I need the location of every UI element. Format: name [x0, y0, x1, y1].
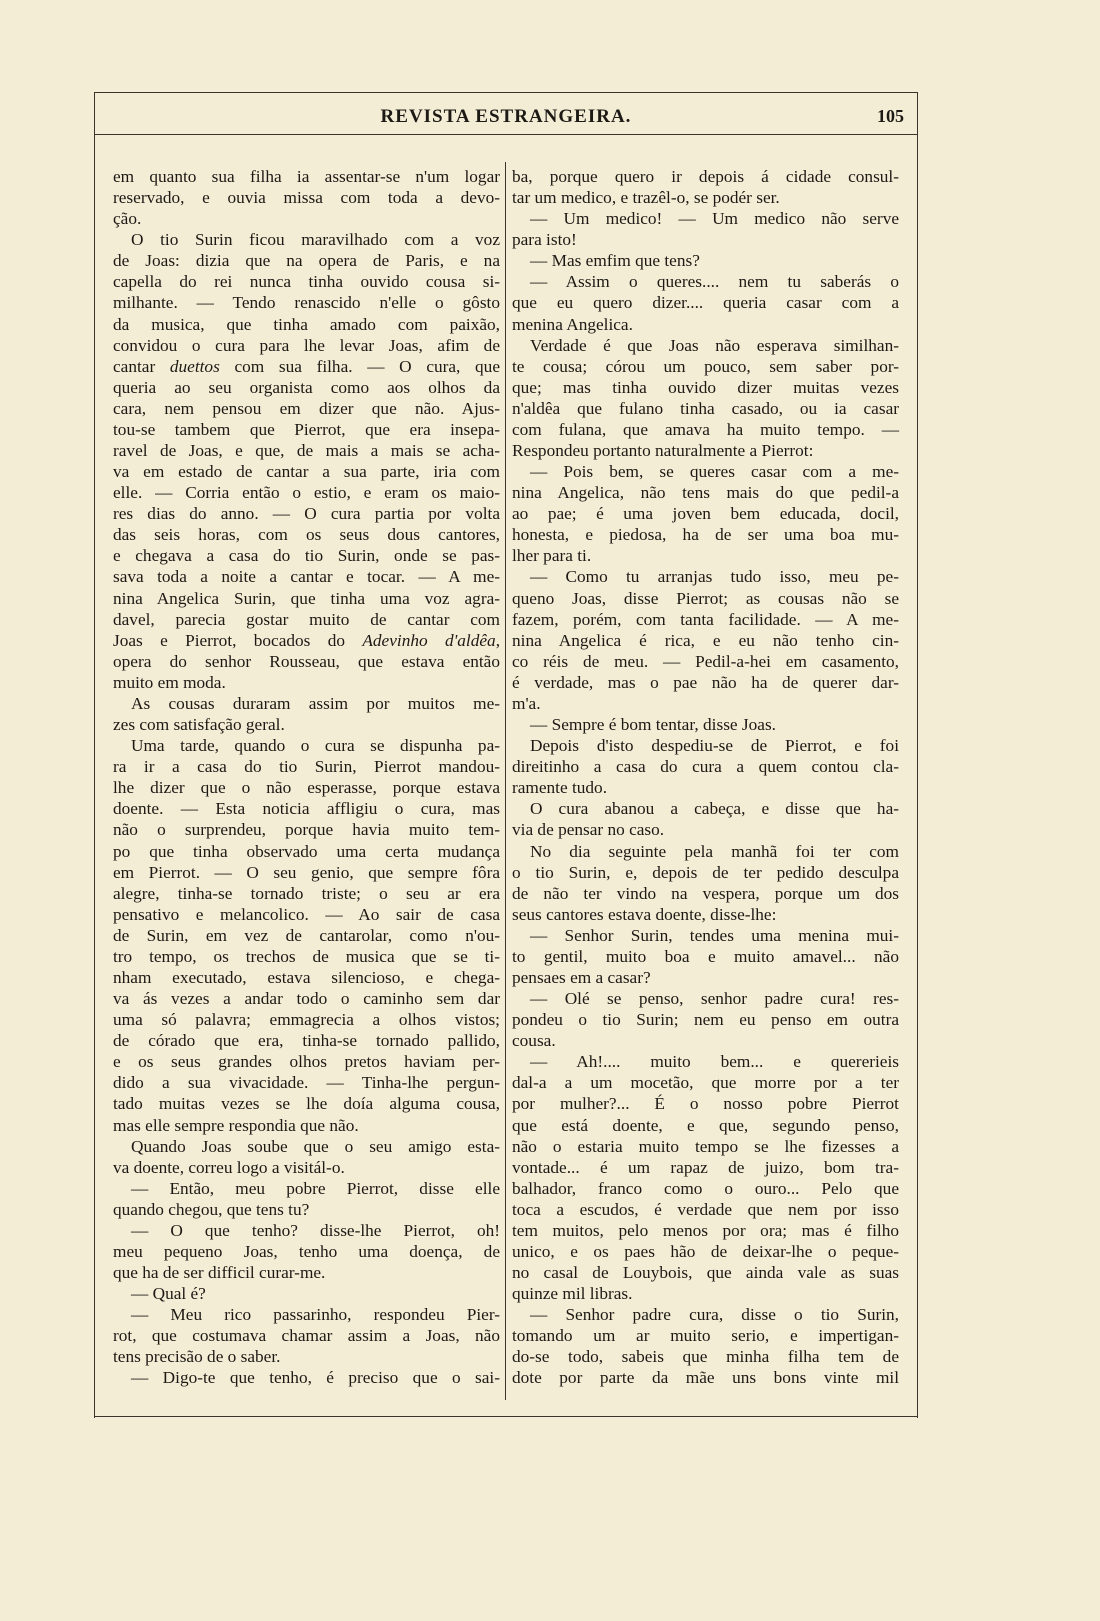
text-line: ção.	[113, 209, 142, 229]
text-line: ravel de Joas, e que, de mais a mais se acha-	[113, 441, 500, 461]
text-line: — Digo-te que tenho, é preciso que o sai-	[131, 1368, 500, 1388]
text-line: dote por parte da mãe uns bons vinte mil	[512, 1368, 899, 1388]
text-line: — Mas emfim que tens?	[530, 251, 700, 271]
text-line: cantar duettos com sua filha. — O cura, que	[113, 356, 500, 376]
text-line: lhe dizer que o não esperasse, porque estava	[113, 778, 500, 798]
text-line: davel, parecia gostar muito de cantar com	[113, 609, 500, 629]
text-line: unico, e os paes hão de deixar-lhe o peque-	[512, 1241, 899, 1261]
text-line: nham executado, estava silencioso, e chega-	[113, 967, 500, 987]
text-line: Depois d'isto despediu-se de Pierrot, e foi	[530, 736, 899, 756]
text-line: cara, nem pensou em dizer que não. Ajus-	[113, 398, 500, 418]
text-line: meu pequeno Joas, tenho uma doença, de	[113, 1241, 500, 1261]
text-line: que; mas tinha ouvido dizer muitas vezes	[512, 377, 899, 397]
text-line: das seis horas, com os seus dous cantores,	[113, 525, 500, 545]
text-line: balhador, franco como o ouro... Pelo que	[512, 1178, 899, 1198]
text-line: No dia seguinte pela manhã foi ter com	[530, 841, 899, 861]
text-line: fazem, porém, com tanta facilidade. — A me-	[512, 609, 899, 629]
text-line: por mulher?... É o nosso pobre Pierrot	[512, 1094, 899, 1114]
text-line: seus cantores estava doente, disse-lhe:	[512, 904, 777, 924]
text-line: reservado, e ouvia missa com toda a devo-	[113, 188, 500, 208]
text-line: dal-a a um mocetão, que morre por a ter	[512, 1073, 899, 1093]
text-line: de não ter vindo na vespera, porque um dos	[512, 883, 899, 903]
text-line: não o estaria muito tempo se lhe fizesses a	[512, 1136, 899, 1156]
text-line: direitinho a casa do cura a quem contou cla-	[512, 757, 899, 777]
text-line: res dias do anno. — O cura partia por volta	[113, 504, 500, 524]
text-line: Joas e Pierrot, bocados do Adevinho d'aldêa,	[113, 630, 501, 650]
text-line: Quando Joas soube que o seu amigo esta-	[131, 1136, 500, 1156]
text-line: — Sempre é bom tentar, disse Joas.	[530, 715, 776, 735]
text-line: e chegava a casa do tio Surin, onde se pas-	[113, 546, 500, 566]
text-line: de Joas: dizia que na opera de Paris, e na	[113, 251, 500, 271]
text-line: O tio Surin ficou maravilhado com a voz	[131, 230, 500, 250]
text-line: va ás vezes a andar todo o caminho sem dar	[113, 989, 500, 1009]
text-line: é verdade, mas o pae não ha de querer dar-	[512, 672, 899, 692]
text-line: opera do senhor Rousseau, que estava então	[113, 651, 500, 671]
text-line: — Como tu arranjas tudo isso, meu pe-	[530, 567, 899, 587]
text-line: que está doente, e que, segundo penso,	[512, 1115, 899, 1135]
column-divider	[505, 162, 506, 1400]
text-line: cousa.	[512, 1031, 556, 1051]
text-line: pensativo e melancolico. — Ao sair de casa	[113, 904, 500, 924]
text-line: quinze mil libras.	[512, 1284, 633, 1304]
text-line: nina Angelica, não tens mais do que pedil-a	[512, 483, 899, 503]
text-line: queno Joas, disse Pierrot; as cousas não se	[512, 588, 899, 608]
text-line: Respondeu portanto naturalmente a Pierrot:	[512, 441, 814, 461]
text-line: ra ir a casa do tio Surin, Pierrot mandou-	[113, 757, 500, 777]
text-line: alegre, tinha-se tornado triste; o seu ar era	[113, 883, 500, 903]
text-line: o tio Surin, e, depois de ter pedido desculpa	[512, 862, 899, 882]
text-line: para isto!	[512, 230, 577, 250]
text-line: tens precisão de o saber.	[113, 1347, 281, 1367]
text-line: — Meu rico passarinho, respondeu Pier-	[131, 1305, 500, 1325]
text-line: mas elle sempre respondia que não.	[113, 1115, 359, 1135]
text-line: zes com satisfação geral.	[113, 715, 285, 735]
text-line: vontade... é um rapaz de juizo, bom tra-	[512, 1157, 899, 1177]
text-line: po que tinha observado uma certa mudança	[113, 841, 500, 861]
right-column	[512, 166, 899, 1389]
text-line: toca a escudos, é verdade que nem por isso	[512, 1199, 899, 1219]
text-line: tou-se tambem que Pierrot, que era insepa-	[113, 419, 500, 439]
text-line: ao pae; é uma joven bem educada, docil,	[512, 504, 899, 524]
text-line: — Ah!.... muito bem... e quererieis	[530, 1052, 899, 1072]
running-title: REVISTA ESTRANGEIRA.	[380, 106, 632, 127]
text-line: que eu quero dizer.... queria casar com a	[512, 293, 899, 313]
text-line: — Assim o queres.... nem tu saberás o	[530, 272, 899, 292]
left-column	[113, 166, 500, 1389]
text-line: doente. — Esta noticia affligiu o cura, mas	[113, 799, 500, 819]
text-line: milhante. — Tendo renascido n'elle o gôsto	[113, 293, 500, 313]
text-line: ramente tudo.	[512, 778, 608, 798]
text-line: no casal de Louybois, que ainda vale as suas	[512, 1263, 899, 1283]
text-line: ba, porque quero ir depois á cidade consul-	[512, 167, 899, 186]
text-line: As cousas duraram assim por muitos me-	[131, 693, 500, 713]
text-line: nina Angelica Surin, que tinha uma voz agra-	[113, 588, 500, 608]
text-line: rot, que costumava chamar assim a Joas, não	[113, 1326, 500, 1346]
text-line: m'a.	[512, 693, 541, 713]
text-line: convidou o cura para lhe levar Joas, afim de	[113, 335, 500, 355]
text-line: sava toda a noite a cantar e tocar. — A me-	[113, 567, 500, 587]
text-line: Verdade é que Joas não esperava similhan-	[530, 335, 899, 355]
text-line: de córado que era, tinha-se tornado pallido,	[113, 1031, 500, 1051]
text-line: te cousa; córou um pouco, sem saber por-	[512, 356, 899, 376]
header-rule	[94, 134, 918, 135]
text-line: uma só palavra; emmagrecia a olhos vistos;	[113, 1010, 500, 1030]
text-line: — Qual é?	[131, 1284, 206, 1304]
text-line: — Então, meu pobre Pierrot, disse elle	[131, 1178, 500, 1198]
text-line: elle. — Corria então o estio, e eram os maio-	[113, 483, 500, 503]
text-line: muito em moda.	[113, 672, 226, 692]
text-line: dido a sua vivacidade. — Tinha-lhe pergun-	[113, 1073, 500, 1093]
text-line: — Senhor padre cura, disse o tio Surin,	[530, 1305, 899, 1325]
text-line: O cura abanou a cabeça, e disse que ha-	[530, 799, 899, 819]
bottom-rule	[94, 1416, 918, 1417]
page-number: 105	[877, 106, 904, 126]
text-line: e os seus grandes olhos pretos haviam per-	[113, 1052, 500, 1072]
text-line: tro tempo, os trechos de musica que se ti-	[113, 946, 500, 966]
text-line: — O que tenho? disse-lhe Pierrot, oh!	[131, 1220, 500, 1240]
text-line: capella do rei nunca tinha ouvido cousa si-	[113, 272, 500, 292]
text-line: n'aldêa que fulano tinha casado, ou ia casar	[512, 398, 899, 418]
text-line: — Senhor Surin, tendes uma menina mui-	[530, 925, 899, 945]
text-line: — Olé se penso, senhor padre cura! res-	[530, 989, 899, 1009]
text-line: co réis de meu. — Pedil-a-hei em casamento,	[512, 651, 899, 671]
text-line: tar um medico, e trazêl-o, se podér ser.	[512, 188, 780, 208]
text-line: tem muitos, pelo menos por ora; mas é filho	[512, 1220, 899, 1240]
text-line: em Pierrot. — O seu genio, que sempre fôra	[113, 862, 500, 882]
text-line: tomando um ar muito serio, e impertigan-	[512, 1326, 899, 1346]
text-line: nina Angelica é rica, e eu não tenho cin-	[512, 630, 899, 650]
text-line: com fulana, que amava ha muito tempo. —	[512, 419, 899, 439]
text-line: va em estado de cantar a sua parte, iria com	[113, 462, 500, 482]
text-line: pensaes em a casar?	[512, 967, 651, 987]
text-line: Uma tarde, quando o cura se dispunha pa-	[131, 736, 500, 756]
text-line: em quanto sua filha ia assentar-se n'um logar	[113, 167, 500, 186]
text-line: honesta, e piedosa, ha de ser uma boa mu-	[512, 525, 899, 545]
text-line: queria ao seu organista como aos olhos da	[113, 377, 500, 397]
text-line: to gentil, muito boa e muito amavel... não	[512, 946, 899, 966]
text-line: via de pensar no caso.	[512, 820, 665, 840]
text-line: va doente, correu logo a visitál-o.	[113, 1157, 345, 1177]
text-line: do-se todo, sabeis que minha filha tem de	[512, 1347, 899, 1367]
text-line: que ha de ser difficil curar-me.	[113, 1263, 326, 1283]
text-line: da musica, que tinha amado com paixão,	[113, 314, 500, 334]
text-line: — Pois bem, se queres casar com a me-	[530, 462, 899, 482]
top-rule	[94, 92, 918, 93]
text-line: não o surprendeu, porque havia muito tem-	[113, 820, 500, 840]
text-line: pondeu o tio Surin; nem eu penso em outra	[512, 1010, 899, 1030]
text-line: — Um medico! — Um medico não serve	[530, 209, 899, 229]
text-line: quando chegou, que tens tu?	[113, 1199, 310, 1219]
text-line: lher para ti.	[512, 546, 592, 566]
text-line: tado muitas vezes se lhe doía alguma cousa,	[113, 1094, 500, 1114]
text-line: de Surin, em vez de cantarolar, como n'ou-	[113, 925, 500, 945]
text-line: menina Angelica.	[512, 314, 633, 334]
